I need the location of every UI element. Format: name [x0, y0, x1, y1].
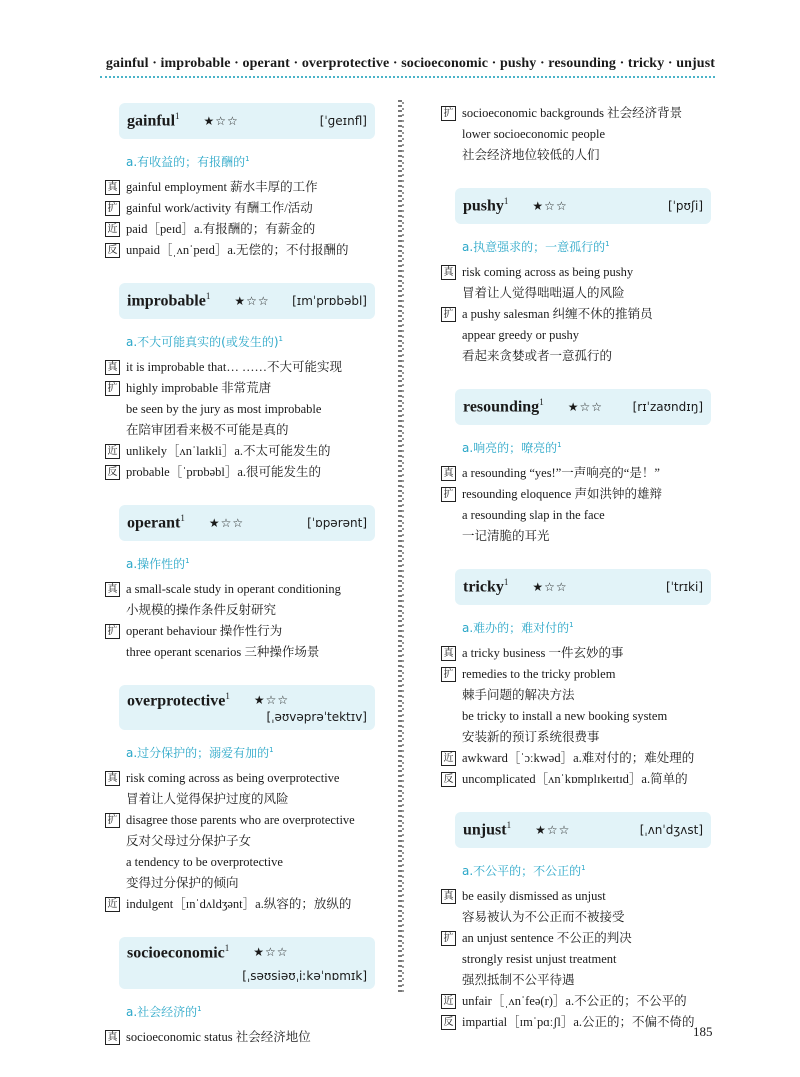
example-line [441, 124, 711, 145]
definition-superscript: 1 [557, 441, 562, 449]
marker-badge: 反 [441, 772, 456, 787]
marker-badge: 真 [105, 771, 120, 786]
marker-badge: 真 [441, 265, 456, 280]
example-text: 反对父母过分保护子女 [126, 834, 252, 849]
example-line [441, 262, 711, 283]
example-line [441, 769, 711, 790]
definition-superscript: 1 [269, 746, 274, 755]
example-line [105, 219, 375, 240]
marker-badge: 扩 [441, 931, 456, 946]
example-text: 变得过分保护的倾向 [126, 876, 239, 891]
phonetic: [ɪmˈprɒbəbl] [292, 294, 367, 308]
marker-badge: 近 [441, 994, 456, 1009]
example-line [105, 810, 375, 831]
entry-continuation [441, 103, 711, 166]
example-line [105, 462, 375, 483]
right-column [441, 103, 711, 1055]
example-line [105, 378, 375, 399]
marker-badge: 近 [105, 222, 120, 237]
example-text: a tricky business 一件玄妙的事 [462, 646, 624, 660]
star-rating: ★☆☆ [567, 399, 603, 414]
definition-text: a.社会经济的 [126, 1004, 198, 1019]
example-line [105, 579, 375, 600]
frequency-superscript: 1 [225, 691, 230, 701]
marker-badge: 扩 [441, 667, 456, 682]
frequency-superscript: 1 [539, 397, 544, 408]
definition-text: a.过分保护的；溺爱有加的 [126, 746, 270, 761]
dictionary-entry [441, 569, 711, 790]
left-column [105, 103, 375, 1070]
example-text: socioeconomic backgrounds 社会经济背景 [462, 106, 683, 120]
headword [463, 397, 544, 416]
marker-badge: 近 [441, 751, 456, 766]
headword-text: resounding [463, 398, 540, 416]
example-line [105, 768, 375, 789]
marker-badge [441, 730, 456, 745]
definition-text: a.不大可能真实的(或发生的) [126, 335, 279, 349]
dictionary-entry [105, 103, 375, 261]
example-text: 安装新的预订系统很费事 [462, 730, 600, 744]
example-line [105, 642, 375, 663]
star-rating: ★☆☆ [535, 822, 571, 837]
headword-text: socioeconomic [127, 944, 225, 962]
marker-badge: 真 [441, 889, 456, 904]
example-line [105, 831, 375, 852]
frequency-superscript: 1 [503, 196, 509, 207]
marker-badge: 真 [105, 582, 120, 597]
marker-badge: 近 [105, 897, 120, 912]
definition-text: a.执意强求的；一意孤行的 [462, 240, 606, 254]
example-text: a resounding slap in the face [462, 508, 605, 522]
frequency-superscript: 1 [205, 291, 211, 302]
star-rating: ★☆☆ [203, 113, 239, 128]
example-line [441, 907, 711, 928]
part-of-speech-definition [462, 619, 711, 636]
example-text: unpaid［ˌʌnˈpeɪd］a.无偿的；不付报酬的 [126, 243, 349, 257]
example-text: it is improbable that… ……不大可能实现 [126, 360, 342, 374]
example-line [105, 873, 375, 894]
example-text: three operant scenarios 三种操作场景 [126, 645, 320, 659]
marker-badge: 近 [105, 444, 120, 459]
marker-badge: 扩 [105, 201, 120, 216]
marker-badge [441, 328, 456, 343]
headword-box [455, 569, 711, 605]
marker-badge: 扩 [441, 106, 456, 121]
phonetic: [ˌsəʊsiəʊˌiːkəˈnɒmɪk] [242, 968, 367, 983]
phonetic: [ˈɒpərənt] [307, 516, 367, 530]
marker-badge [441, 349, 456, 364]
star-rating: ★☆☆ [532, 579, 568, 594]
marker-badge [441, 286, 456, 301]
marker-badge: 真 [441, 466, 456, 481]
example-line [441, 748, 711, 769]
definition-text: a.难办的；难对付的 [462, 621, 570, 635]
headword-text: pushy [463, 197, 504, 215]
definition-superscript: 1 [245, 155, 250, 163]
example-text: socioeconomic status 社会经济地位 [126, 1029, 311, 1044]
dictionary-entry [105, 505, 375, 663]
example-text: a resounding “yes!”一声响亮的“是！” [462, 466, 660, 480]
example-line [441, 325, 711, 346]
dictionary-entry [105, 685, 375, 915]
marker-badge [105, 603, 120, 618]
phonetic: [ˈpʊʃi] [667, 199, 703, 213]
example-text: 容易被认为不公正而不被接受 [462, 910, 625, 924]
marker-badge [441, 709, 456, 724]
part-of-speech-definition [462, 238, 711, 255]
frequency-superscript: 1 [175, 111, 180, 122]
dictionary-entry [441, 188, 711, 367]
headword-box [455, 188, 711, 224]
part-of-speech-definition [126, 1003, 375, 1020]
example-text: unfair［ˌʌnˈfeə(r)］a.不公正的；不公平的 [462, 994, 687, 1008]
example-text: uncomplicated［ʌnˈkɒmplɪkeɪtɪd］a.简单的 [462, 772, 688, 786]
marker-badge [105, 402, 120, 417]
example-text: 冒着让人觉得保护过度的风险 [126, 792, 289, 807]
example-text: indulgent［ɪnˈdʌldʒənt］a.纵容的；放纵的 [126, 897, 352, 912]
example-line [441, 145, 711, 166]
star-rating: ★☆☆ [253, 945, 289, 960]
phonetic: [ˌəʊvəprəˈtektɪv] [266, 710, 367, 725]
example-line [441, 505, 711, 526]
marker-badge: 反 [441, 1015, 456, 1030]
example-line [441, 1012, 711, 1033]
example-text: highly improbable 非常荒唐 [126, 381, 272, 395]
example-line [105, 357, 375, 378]
marker-badge: 反 [105, 243, 120, 258]
headword [127, 943, 229, 962]
marker-badge [441, 508, 456, 523]
example-text: lower socioeconomic people [462, 127, 606, 141]
example-text: 在陪审团看来极不可能是真的 [126, 423, 289, 437]
example-text: remedies to the tricky problem [462, 667, 616, 681]
example-line [441, 991, 711, 1012]
page-number: 185 [693, 1024, 713, 1039]
marker-badge: 扩 [105, 624, 120, 639]
marker-badge: 真 [441, 646, 456, 661]
example-text: gainful employment 薪水丰厚的工作 [126, 180, 318, 194]
column-divider-inner [402, 100, 404, 995]
star-rating: ★☆☆ [532, 198, 568, 213]
example-line [441, 664, 711, 685]
headword-text: tricky [463, 578, 504, 596]
headword-box [455, 389, 711, 425]
example-text: be seen by the jury as most improbable [126, 402, 322, 416]
example-line [441, 727, 711, 748]
example-text: a small-scale study in operant conditioning [126, 582, 341, 596]
headword-box [119, 685, 375, 730]
example-text: unlikely［ʌnˈlaɪkli］a.不太可能发生的 [126, 444, 331, 458]
example-line [105, 1027, 375, 1048]
example-text: operant behaviour 操作性行为 [126, 624, 283, 638]
headword-text: gainful [127, 112, 176, 130]
definition-text: a.操作性的 [126, 557, 186, 571]
definition-text: a.响亮的；嘹亮的 [462, 441, 558, 455]
example-line [441, 463, 711, 484]
frequency-superscript: 1 [506, 820, 512, 831]
part-of-speech-definition [126, 153, 375, 170]
marker-badge [105, 876, 120, 891]
headword-text: unjust [463, 821, 507, 839]
example-line [441, 526, 711, 547]
example-text: appear greedy or pushy [462, 328, 579, 342]
example-text: risk coming across as being pushy [462, 265, 634, 279]
example-line [441, 706, 711, 727]
example-text: impartial［ɪmˈpɑːʃl］a.公正的；不偏不倚的 [462, 1015, 695, 1029]
example-line [105, 600, 375, 621]
marker-badge: 扩 [105, 381, 120, 396]
part-of-speech-definition [126, 555, 375, 572]
headword-text: improbable [127, 292, 206, 310]
example-text: 强烈抵制不公平待遇 [462, 973, 575, 987]
example-line [441, 346, 711, 367]
definition-superscript: 1 [278, 335, 284, 343]
headword [463, 196, 508, 215]
definition-superscript: 1 [185, 557, 190, 565]
example-line [105, 399, 375, 420]
marker-badge [441, 148, 456, 163]
marker-badge [441, 127, 456, 142]
headword-box [119, 505, 375, 541]
dictionary-entry [105, 937, 375, 1047]
example-text: be easily dismissed as unjust [462, 889, 606, 903]
example-line [105, 789, 375, 810]
phonetic: [ˌʌnˈdʒʌst] [639, 823, 703, 837]
headword [127, 111, 180, 130]
example-line [441, 643, 711, 664]
example-line [105, 894, 375, 915]
example-text: a tendency to be overprotective [126, 855, 283, 870]
example-text: paid［peɪd］a.有报酬的；有薪金的 [126, 222, 316, 236]
marker-badge: 真 [105, 180, 120, 195]
star-rating: ★☆☆ [253, 693, 290, 708]
example-line [105, 420, 375, 441]
example-text: 小规模的操作条件反射研究 [126, 603, 277, 617]
example-line [441, 283, 711, 304]
example-text: disagree those parents who are overprotective [126, 813, 355, 828]
example-line [105, 621, 375, 642]
definition-superscript: 1 [581, 864, 586, 872]
example-line [441, 484, 711, 505]
star-rating: ★☆☆ [208, 515, 245, 530]
headword-text: operant [127, 514, 181, 532]
part-of-speech-definition [126, 744, 375, 761]
example-line [105, 240, 375, 261]
example-line [105, 198, 375, 219]
example-text: 冒着让人觉得咄咄逼人的风险 [462, 286, 625, 300]
headword-box [455, 812, 711, 848]
example-line [441, 886, 711, 907]
marker-badge: 真 [105, 1030, 120, 1045]
marker-badge [105, 792, 120, 807]
example-line [441, 970, 711, 991]
example-text: 棘手问题的解决方法 [462, 688, 575, 702]
example-line [105, 441, 375, 462]
example-text: a pushy salesman 纠缠不休的推销员 [462, 307, 653, 321]
headword-box [119, 103, 375, 139]
marker-badge [441, 973, 456, 988]
example-text: 看起来贪婪或者一意孤行的 [462, 349, 613, 363]
running-head: gainful · improbable · operant · overprotective · socioeconomic · pushy · resounding · tricky · unjust [105, 56, 715, 71]
headword [463, 820, 511, 839]
headword [463, 577, 508, 596]
example-line [441, 685, 711, 706]
marker-badge [441, 910, 456, 925]
marker-badge: 扩 [105, 813, 120, 828]
example-text: 社会经济地位较低的人们 [462, 148, 600, 162]
part-of-speech-definition [462, 862, 711, 879]
part-of-speech-definition [126, 333, 375, 350]
dictionary-entry [441, 389, 711, 547]
star-rating: ★☆☆ [234, 293, 270, 308]
marker-badge: 真 [105, 360, 120, 375]
definition-superscript: 1 [197, 1004, 202, 1013]
phonetic: [ˈtrɪki] [665, 580, 703, 594]
example-line [441, 304, 711, 325]
example-text: an unjust sentence 不公正的判决 [462, 931, 632, 945]
definition-text: a.不公平的；不公正的 [462, 864, 582, 878]
marker-badge [441, 529, 456, 544]
marker-badge: 扩 [441, 487, 456, 502]
example-text: resounding eloquence 声如洪钟的雄辩 [462, 487, 662, 501]
example-text: probable［ˈprɒbəbl］a.很可能发生的 [126, 465, 322, 479]
example-line [105, 177, 375, 198]
phonetic: [ˈɡeɪnfl] [319, 114, 367, 128]
definition-superscript: 1 [605, 240, 610, 248]
phonetic: [rɪˈzaʊndɪŋ] [632, 400, 703, 414]
part-of-speech-definition [462, 439, 711, 456]
example-text: gainful work/activity 有酬工作/活动 [126, 201, 313, 215]
frequency-superscript: 1 [503, 577, 509, 588]
example-text: awkward［ˈɔːkwəd］a.难对付的；难处理的 [462, 751, 695, 765]
marker-badge [105, 834, 120, 849]
headword [127, 691, 230, 710]
headword-box [119, 283, 375, 319]
headword [127, 513, 185, 532]
definition-superscript: 1 [569, 621, 574, 629]
frequency-superscript: 1 [180, 513, 185, 524]
marker-badge [105, 423, 120, 438]
example-line [441, 103, 711, 124]
example-text: risk coming across as being overprotective [126, 771, 340, 786]
example-text: 一记清脆的耳光 [462, 529, 550, 543]
dictionary-entry [105, 283, 375, 483]
dictionary-entry [441, 812, 711, 1033]
marker-badge [441, 952, 456, 967]
frequency-superscript: 1 [224, 943, 230, 954]
headword-box [119, 937, 375, 988]
example-text: be tricky to install a new booking system [462, 709, 668, 723]
marker-badge [441, 688, 456, 703]
example-line [441, 928, 711, 949]
example-text: strongly resist unjust treatment [462, 952, 617, 966]
marker-badge [105, 645, 120, 660]
headword-text: overprotective [127, 692, 226, 710]
headword [127, 291, 210, 310]
example-line [441, 949, 711, 970]
marker-badge: 反 [105, 465, 120, 480]
definition-text: a.有收益的；有报酬的 [126, 155, 246, 169]
example-line [105, 852, 375, 873]
header-rule [100, 76, 715, 78]
marker-badge [105, 855, 120, 870]
marker-badge: 扩 [441, 307, 456, 322]
